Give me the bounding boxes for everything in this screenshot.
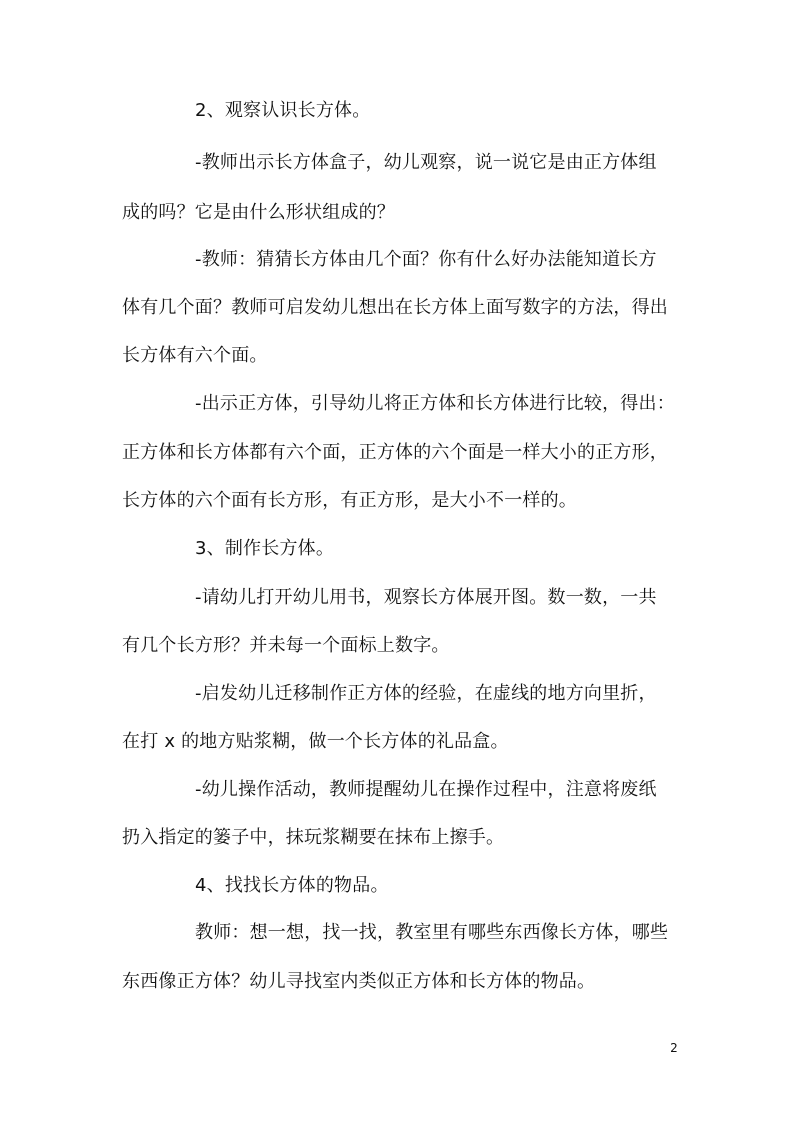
paragraph-line: -请幼儿打开幼儿用书，观察长方体展开图。数一数，一共 <box>195 587 657 608</box>
paragraph-line: 教师：想一想，找一找，教室里有哪些东西像长方体，哪些 <box>195 922 669 943</box>
section-3-heading: 3、制作长方体。 <box>195 538 335 559</box>
section-2-heading: 2、观察认识长方体。 <box>195 100 371 121</box>
section-4-heading: 4、找找长方体的物品。 <box>195 875 389 896</box>
paragraph-line: -教师出示长方体盒子，幼儿观察，说一说它是由正方体组 <box>195 152 657 173</box>
paragraph-line: 扔入指定的篓子中，抹玩浆糊要在抹布上擦手。 <box>122 827 505 848</box>
paragraph-line: 体有几个面？教师可启发幼儿想出在长方体上面写数字的方法，得出 <box>122 297 668 318</box>
paragraph-line: 在打 x 的地方贴浆糊，做一个长方体的礼品盒。 <box>122 731 509 752</box>
paragraph-line: 成的吗？它是由什么形状组成的？ <box>122 202 395 223</box>
paragraph-line: 东西像正方体？幼儿寻找室内类似正方体和长方体的物品。 <box>122 971 596 992</box>
paragraph-line: -启发幼儿迁移制作正方体的经验，在虚线的地方向里折， <box>195 683 657 704</box>
paragraph-line: 有几个长方形？并未每一个面标上数字。 <box>122 635 450 656</box>
paragraph-line: -幼儿操作活动，教师提醒幼儿在操作过程中，注意将废纸 <box>195 779 657 800</box>
paragraph-line: 正方体和长方体都有六个面，正方体的六个面是一样大小的正方形， <box>122 442 668 463</box>
paragraph-line: 长方体的六个面有长方形，有正方形，是大小不一样的。 <box>122 490 577 511</box>
paragraph-line: -出示正方体，引导幼儿将正方体和长方体进行比较，得出： <box>195 393 675 414</box>
paragraph-line: -教师：猜猜长方体由几个面？你有什么好办法能知道长方 <box>195 249 657 270</box>
paragraph-line: 长方体有六个面。 <box>122 345 268 366</box>
page-number: 2 <box>670 1041 678 1055</box>
